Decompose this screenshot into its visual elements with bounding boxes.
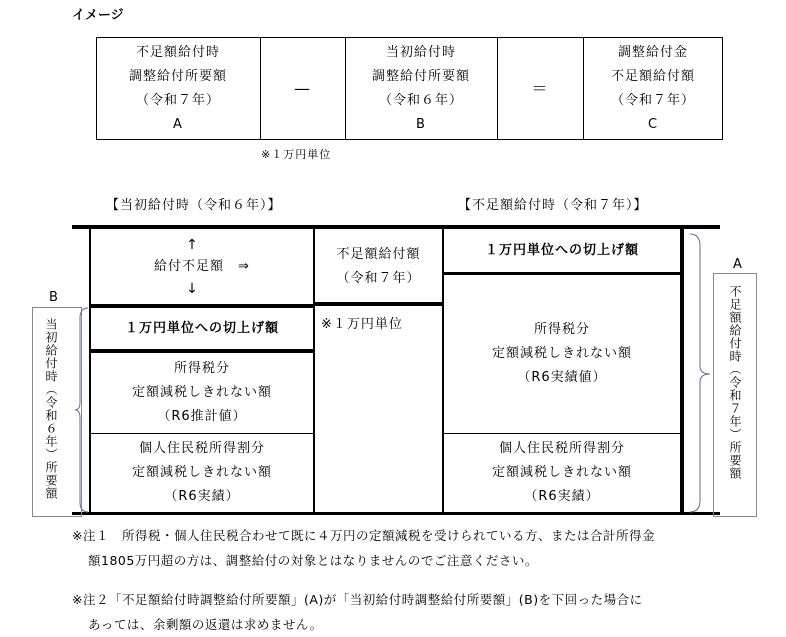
label-b-text: 当初給付時（令和６年）所要額 bbox=[44, 318, 58, 500]
note-1-line-1: ※注１ 所得税・個人住民税合わせて既に４万円の定額減税を受けられている方、または合計所得金 bbox=[72, 528, 655, 543]
left-income-tax: 所得税分 定額減税しきれない額 （R6推計値） bbox=[131, 361, 272, 424]
unit-note-top: ※１万円単位 bbox=[261, 148, 332, 161]
left-resident-tax: 個人住民税所得割分 定額減税しきれない額 （R6実績） bbox=[131, 441, 272, 504]
diagram-bottom-border bbox=[72, 512, 720, 515]
left-roundup: １万円単位への切上げ額 bbox=[124, 321, 279, 336]
arrow-down-icon: ↓ bbox=[186, 281, 198, 297]
note-2-line-1: ※注２「不足額給付時調整給付所要額」(A)が「当初給付時調整給付所要額」(B)を下回った場合に bbox=[72, 592, 643, 607]
label-a-text: 不足額給付時（令和７年）所要額 bbox=[728, 285, 742, 480]
right-roundup: １万円単位への切上げ額 bbox=[484, 243, 639, 258]
page-title: イメージ bbox=[72, 8, 124, 23]
right-income-tax: 所得税分 定額減税しきれない額 （R6実績値） bbox=[491, 322, 632, 385]
middle-unit-note: ※１万円単位 bbox=[321, 317, 403, 332]
label-a: A bbox=[733, 257, 742, 272]
shortfall-cell bbox=[91, 229, 313, 305]
note-2-line-2: あっては、余剰額の返還は求めません。 bbox=[88, 617, 323, 632]
equals-sign: ＝ bbox=[531, 78, 549, 98]
label-b: B bbox=[49, 290, 58, 305]
right-brace-icon bbox=[688, 232, 714, 514]
right-resident-tax: 個人住民税所得割分 定額減税しきれない額 （R6実績） bbox=[491, 441, 632, 504]
middle-title: 不足額給付額 （令和７年） bbox=[336, 246, 421, 286]
cell-b: 当初給付時 調整給付所要額 （令和６年） B bbox=[371, 44, 470, 132]
shortfall-label: 給付不足額 ⇒ bbox=[154, 259, 250, 274]
cell-c: 調整給付金 不足額給付額 （令和７年） C bbox=[610, 44, 695, 132]
header-left: 【当初給付時（令和６年）】 bbox=[106, 198, 282, 213]
minus-sign: — bbox=[294, 78, 311, 98]
arrow-up-icon: ↑ bbox=[186, 237, 198, 253]
left-brace-icon bbox=[74, 306, 90, 514]
note-1-line-2: 額1805万円超の方は、調整給付の対象とはなりませんのでご注意ください。 bbox=[88, 553, 538, 568]
header-right: 【不足額給付時（令和７年）】 bbox=[458, 198, 648, 213]
cell-a: 不足額給付時 調整給付所要額 （令和７年） A bbox=[128, 44, 227, 132]
